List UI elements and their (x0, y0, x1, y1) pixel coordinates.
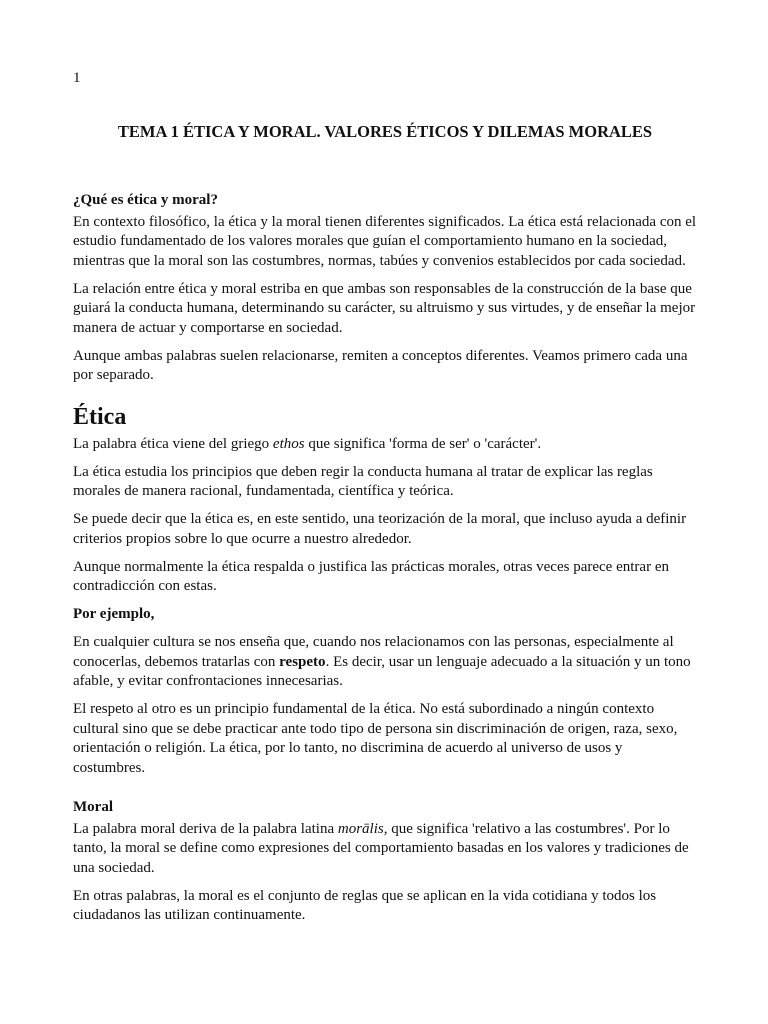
respeto-term: respeto (279, 653, 326, 670)
document-body (73, 191, 697, 934)
etica-section (73, 403, 697, 779)
example-heading: Por ejemplo, (73, 606, 155, 622)
moral-paragraph-2: En otras palabras, la moral es el conjunto de reglas que se aplican en la vida cotidiana y todos los ciudadanos las utilizan continuamente. (73, 887, 657, 923)
moral-p1-text-end: , que significa 'relativo a las costumbres'. Por lo tanto, la moral se define como expresiones del comportamiento basadas en los valores y tradiciones de una sociedad. (73, 820, 689, 876)
moral-heading: Moral (73, 799, 113, 815)
intro-heading: ¿Qué es ética y moral? (73, 192, 218, 208)
moral-section (73, 798, 697, 926)
intro-paragraph-1: En contexto filosófico, la ética y la moral tienen diferentes significados. La ética está relacionada con el estudio fundamentado de los valores morales que guían el comportamiento humano en la sociedad, mientras que la moral son las costumbres, normas, tabúes y convenios establecidos por cada sociedad. (73, 213, 697, 269)
etica-p5-text-end: . Es decir, usar un lenguaje adecuado a la situación y un tono afable, y evitar confrontaciones innecesarias. (73, 653, 691, 689)
etica-paragraph-2: La ética estudia los principios que deben regir la conducta humana al tratar de explicar las reglas morales de manera racional, fundamentada, científica y teórica. (73, 463, 653, 499)
intro-section (73, 191, 697, 386)
intro-paragraph-3: Aunque ambas palabras suelen relacionarse, remiten a conceptos diferentes. Veamos primero cada una por separado. (73, 347, 688, 383)
etica-paragraph-5 (73, 633, 697, 692)
etica-p1-text-end: que significa 'forma de ser' o 'carácter'. (304, 435, 542, 452)
etica-paragraph-1 (73, 435, 697, 455)
moral-p1-text: La palabra moral deriva de la palabra latina (73, 820, 338, 837)
etica-p1-text: La palabra ética viene del griego (73, 435, 273, 452)
etica-p5-text: En cualquier cultura se nos enseña que, cuando nos relacionamos con las personas, especialmente al conocerlas, debemos tratarlas con (73, 634, 674, 670)
etica-paragraph-6: El respeto al otro es un principio fundamental de la ética. No está subordinado a ningún contexto cultural sino que se debe practicar ante todo tipo de persona sin discriminación de origen, raza, sexo, orientación o religión. La ética, por lo tanto, no discrimina de acuerdo al universo de usos y costumbres. (73, 701, 678, 776)
intro-paragraph-2: La relación entre ética y moral estriba en que ambas son responsables de la construcción de la base que guiará la conducta humana, determinando su carácter, su altruismo y sus virtudes, y de enseñar la mejor manera de actuar y comportarse en sociedad. (73, 280, 696, 336)
moral-paragraph-1 (73, 820, 697, 879)
document-title: TEMA 1 ÉTICA Y MORAL. VALORES ÉTICOS Y DILEMAS MORALES (117, 122, 653, 141)
page-number: 1 (73, 70, 81, 86)
etica-paragraph-4: Aunque normalmente la ética respalda o justifica las prácticas morales, otras veces parece entrar en contradicción con estas. (73, 558, 669, 594)
etica-paragraph-3: Se puede decir que la ética es, en este sentido, una teorización de la moral, que incluso ayuda a definir criterios propios sobre lo que ocurre a nuestro alrededor. (73, 511, 687, 547)
etica-heading: Ética (73, 403, 127, 430)
ethos-term: ethos (272, 435, 305, 452)
moralis-term: morālis (337, 820, 384, 837)
